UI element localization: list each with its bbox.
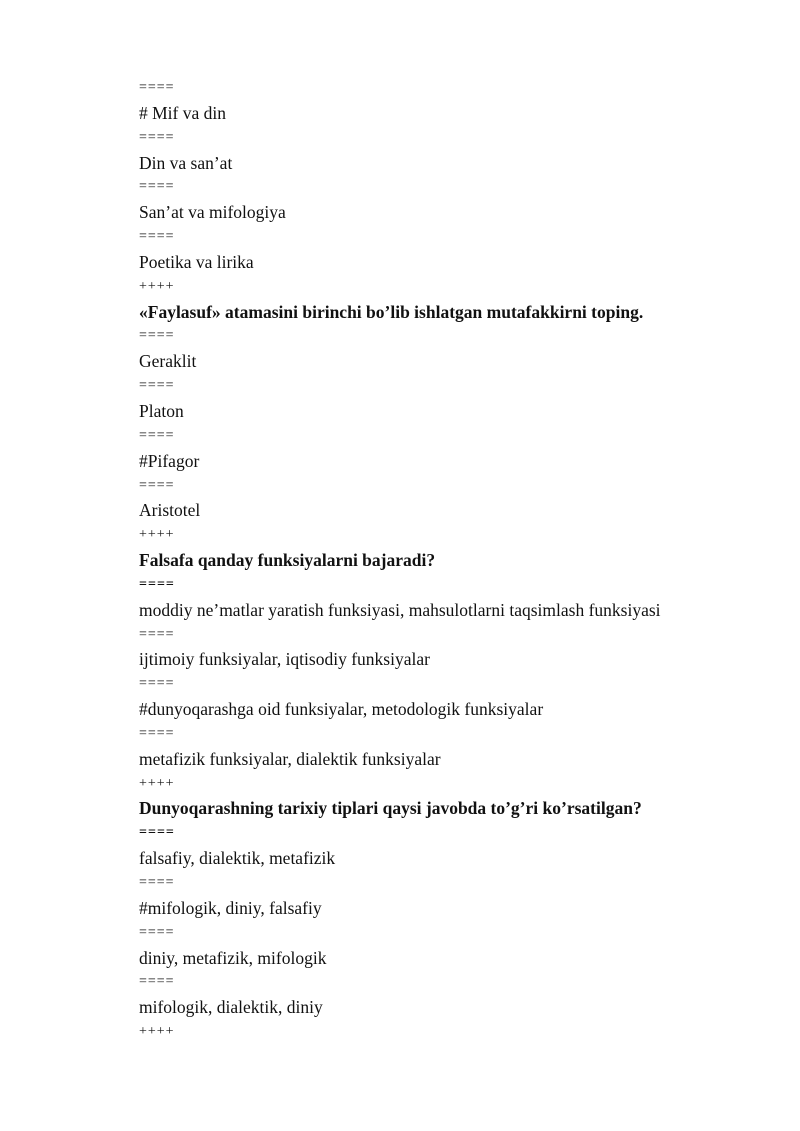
option-line: San’at va mifologiya <box>139 202 286 223</box>
separator-line: ==== <box>139 626 175 642</box>
option-line: Geraklit <box>139 351 197 372</box>
separator-line: ==== <box>139 328 175 344</box>
option-line: moddiy ne’matlar yaratish funksiyasi, mahsulotlarni taqsimlash funksiyasi <box>139 599 661 620</box>
option-line: #Pifagor <box>139 450 200 471</box>
option-line: mifologik, dialektik, diniy <box>139 997 323 1018</box>
separator-line: ==== <box>139 229 175 245</box>
separator-line: ==== <box>139 924 175 940</box>
option-line: Aristotel <box>139 500 201 521</box>
separator-line: ==== <box>139 378 175 394</box>
option-line: metafizik funksiyalar, dialektik funksiyalar <box>139 748 441 769</box>
separator-line: ++++ <box>139 527 175 543</box>
separator-line: ==== <box>139 825 175 841</box>
separator-line: ==== <box>139 179 175 195</box>
option-line: #mifologik, diniy, falsafiy <box>139 897 322 918</box>
option-line: Poetika va lirika <box>139 251 254 272</box>
separator-line: ==== <box>139 129 175 145</box>
separator-line: ++++ <box>139 775 175 791</box>
separator-line: ==== <box>139 875 175 890</box>
separator-line: ==== <box>139 576 175 592</box>
question-line: Falsafa qanday funksiyalarni bajaradi? <box>139 550 436 571</box>
option-line: diniy, metafizik, mifologik <box>139 947 327 968</box>
option-line: Platon <box>139 400 184 421</box>
separator-line: ==== <box>139 725 175 741</box>
question-line: «Faylasuf» atamasini birinchi bo’lib ishlatgan mutafakkirni toping. <box>139 301 644 322</box>
option-line: Din va san’at <box>139 152 233 173</box>
separator-line: ==== <box>139 676 175 692</box>
separator-line: ==== <box>139 427 175 443</box>
option-line: falsafiy, dialektik, metafizik <box>139 848 336 869</box>
separator-line: ==== <box>139 477 175 493</box>
option-line: # Mif va din <box>139 102 227 123</box>
separator-line: ==== <box>139 974 175 990</box>
separator-line: ==== <box>139 80 175 95</box>
separator-line: ++++ <box>139 1024 175 1040</box>
document-page <box>139 76 779 1045</box>
separator-line: ++++ <box>139 278 175 294</box>
question-line: Dunyoqarashning tarixiy tiplari qaysi javobda to’g’ri ko’rsatilgan? <box>139 798 642 819</box>
option-line: #dunyoqarashga oid funksiyalar, metodologik funksiyalar <box>139 699 544 720</box>
option-line: ijtimoiy funksiyalar, iqtisodiy funksiyalar <box>139 649 430 670</box>
